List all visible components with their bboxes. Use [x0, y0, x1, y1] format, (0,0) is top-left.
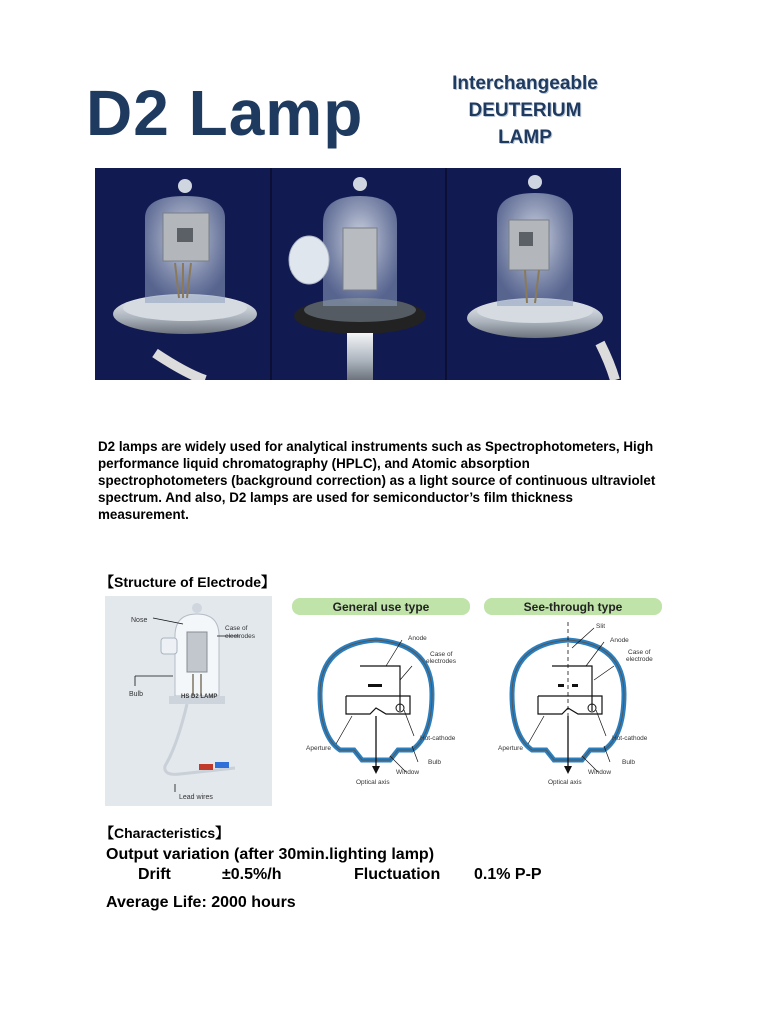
page-title: D2 Lamp [86, 77, 364, 149]
general-window-label: Window [396, 769, 420, 776]
general-use-illustration [290, 596, 472, 792]
see-through-diagram [482, 596, 664, 792]
label-case: Case of electrodes [225, 625, 255, 640]
label-bulb: Bulb [129, 691, 144, 698]
subtitle-line-1: Interchangeable [452, 73, 598, 94]
drift-value: ±0.5%/h [222, 866, 282, 883]
subtitle-line-2: DEUTERIUM [468, 100, 582, 121]
general-aperture-label: Aperture [306, 745, 331, 752]
see-through-title: See-through type [523, 600, 623, 614]
see-through-bulb-label: Bulb [622, 759, 636, 766]
average-life-text: Average Life: 2000 hours [106, 894, 296, 911]
general-use-title: General use type [332, 600, 430, 614]
electrode-photo [105, 596, 272, 806]
see-through-optical-axis-label: Optical axis [548, 779, 582, 786]
output-variation-text: Output variation (after 30min.lighting lamp) [106, 846, 435, 863]
description-paragraph: D2 lamps are widely used for analytical instruments such as Spectrophotometers, High performance liquid chromatography (HPLC), and Atomic absorption spectrophotometers (background correction) as a light source of continuous ultraviolet spectrum. And also, D2 lamps are used for semiconductor’s film thickness measurement. [98, 439, 656, 522]
electrode-photo-illustration [105, 596, 272, 806]
see-through-window-label: Window [588, 769, 612, 776]
general-optical-axis-label: Optical axis [356, 779, 390, 786]
see-through-aperture-label: Aperture [498, 745, 523, 752]
drift-label: Drift [138, 866, 171, 883]
see-through-anode-label: Anode [610, 637, 629, 644]
subtitle-line-3: LAMP [498, 127, 552, 148]
general-case-label: Case of electrodes [426, 651, 456, 665]
general-anode-label: Anode [408, 635, 427, 642]
subtitle [420, 70, 630, 151]
label-lead-wires: Lead wires [179, 794, 213, 801]
general-use-diagram [290, 596, 472, 792]
see-through-hot-cathode-label: Hot-cathode [612, 735, 648, 742]
lamp-photo-strip [95, 168, 621, 380]
fluctuation-value: 0.1% P-P [474, 866, 542, 883]
fluctuation-label: Fluctuation [354, 866, 441, 883]
see-through-case-label: Case of electrode [626, 649, 653, 663]
lamp-photos-illustration [95, 168, 621, 380]
see-through-slit-label: Slit [596, 623, 606, 630]
general-bulb-label: Bulb [428, 759, 442, 766]
general-hot-cathode-label: Hot-cathode [420, 735, 456, 742]
label-nose: Nose [131, 617, 148, 624]
see-through-illustration [482, 596, 664, 792]
structure-heading: 【Structure of Electrode】 [100, 574, 276, 590]
characteristics-heading: 【Characteristics】 [100, 825, 230, 841]
label-lamp-marking: HS D2 LAMP [181, 694, 218, 700]
